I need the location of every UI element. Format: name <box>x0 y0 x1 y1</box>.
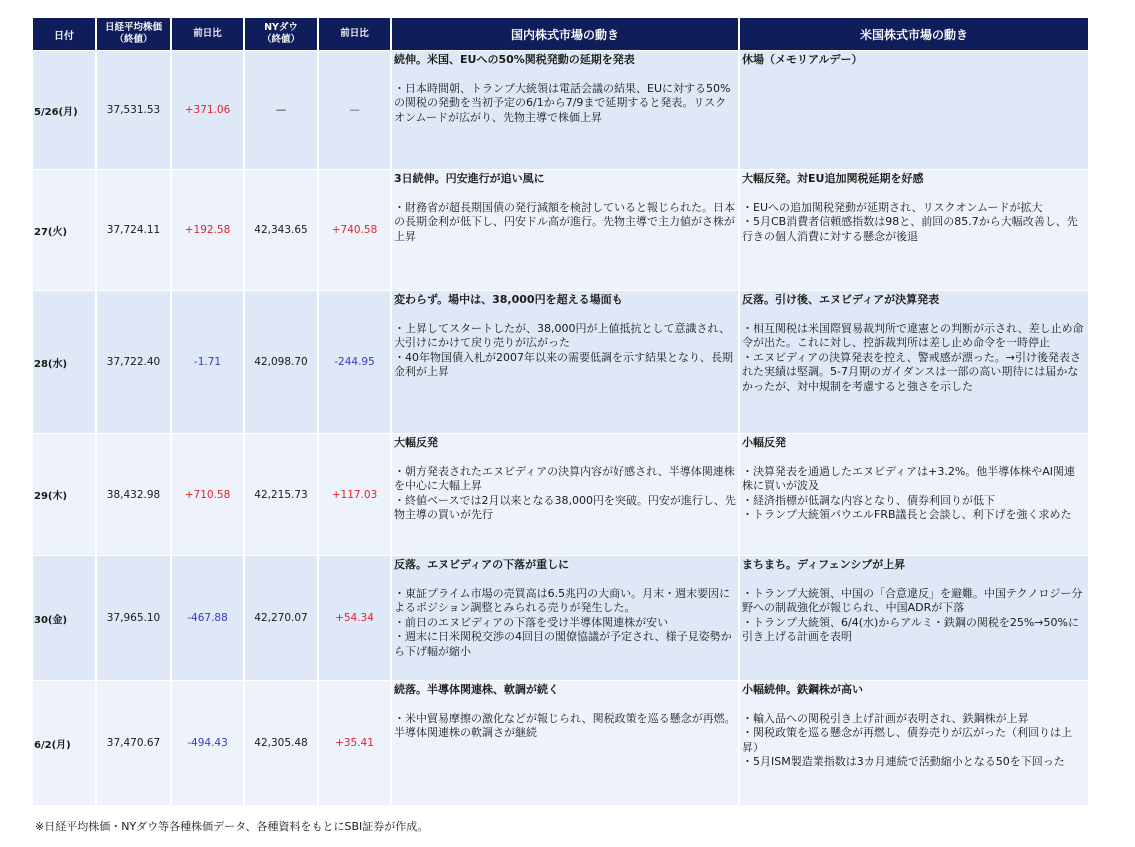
nikkei-change-cell: +710.58 <box>172 434 243 555</box>
us-bullet: ・トランプ大統領、中国の「合意違反」を避難。中国テクノロジー分野への制裁強化が報じられ、中国ADRが下落 <box>742 586 1083 614</box>
nikkei-close-cell: 37,724.11 <box>97 170 170 290</box>
nikkei-change-cell: +192.58 <box>172 170 243 290</box>
us-headline: 小幅反発 <box>742 436 786 449</box>
us-bullet: ・経済指標が低調な内容となり、債券利回りが低下 <box>742 493 995 507</box>
domestic-body <box>394 322 736 380</box>
header-dow-change: 前日比 <box>319 18 390 50</box>
us-commentary-cell <box>740 291 1088 433</box>
domestic-body <box>394 712 736 741</box>
header-nikkei-change: 前日比 <box>172 18 243 50</box>
domestic-bullet: ・東証プライム市場の売買高は6.5兆円の大商い。月末・週末要因によるポジション調整とみられる売りが発生した。 <box>394 586 731 614</box>
us-bullet: ・EUへの追加関税発動が延期され、リスクオンムードが拡大 <box>742 200 1043 214</box>
dow-change-cell: — <box>319 51 390 169</box>
us-bullet: ・5月ISM製造業指数は3カ月連続で活動縮小となる50を下回った <box>742 755 1065 768</box>
domestic-commentary-cell <box>392 291 738 433</box>
dow-change-cell: +35.41 <box>319 681 390 805</box>
table-row <box>33 556 1088 680</box>
domestic-commentary-cell <box>392 170 738 290</box>
us-bullet: ・トランプ大統領、6/4(水)からアルミ・鉄鋼の関税を25%→50%に引き上げる計画を表明 <box>742 615 1079 643</box>
domestic-headline: 変わらず。場中は、38,000円を超える場面も <box>394 293 623 306</box>
header-row <box>33 18 1088 50</box>
header-date: 日付 <box>33 18 95 50</box>
market-summary-table <box>31 17 1090 806</box>
header-dow-line1: NYダウ <box>264 22 298 33</box>
us-body <box>742 201 1086 245</box>
us-body <box>742 712 1086 770</box>
dow-change-cell: -244.95 <box>319 291 390 433</box>
dow-close-cell: 42,098.70 <box>245 291 317 433</box>
us-commentary-cell <box>740 681 1088 805</box>
us-body <box>742 587 1086 645</box>
domestic-bullet: ・上昇してスタートしたが、38,000円が上値抵抗として意識され、大引けにかけて戻り売りが広がった <box>394 321 731 349</box>
domestic-bullet: ・朝方発表されたエヌビディアの決算内容が好感され、半導体関連株を中心に大幅上昇 <box>394 464 735 492</box>
domestic-headline: 大幅反発 <box>394 436 438 449</box>
nikkei-change-cell: -1.71 <box>172 291 243 433</box>
domestic-body <box>394 587 736 660</box>
domestic-body <box>394 82 736 126</box>
header-nikkei-line2: （終値） <box>114 34 153 45</box>
us-commentary-cell <box>740 170 1088 290</box>
domestic-bullet: ・日本時間朝、トランプ大統領は電話会議の結果、EUに対する50%の関税の発動を当初予定の6/1から7/9まで延期すると発表。リスクオンムードが広がり、先物主導で株価上昇 <box>394 81 731 124</box>
nikkei-change-cell: -467.88 <box>172 556 243 680</box>
domestic-headline: 続伸。米国、EUへの50%関税発動の延期を発表 <box>394 53 635 66</box>
nikkei-close-cell: 37,470.67 <box>97 681 170 805</box>
domestic-body <box>394 201 736 245</box>
dow-change-cell: +740.58 <box>319 170 390 290</box>
header-nikkei-line1: 日経平均株価 <box>104 22 162 33</box>
nikkei-close-cell: 37,965.10 <box>97 556 170 680</box>
us-bullet: ・トランプ大統領パウエルFRB議長と会談し、利下げを強く求めた <box>742 508 1072 521</box>
us-commentary-cell <box>740 51 1088 169</box>
us-body <box>742 322 1086 395</box>
table-row <box>33 291 1088 433</box>
date-cell: 27(火) <box>33 170 95 290</box>
us-commentary-cell <box>740 556 1088 680</box>
nikkei-close-cell: 37,722.40 <box>97 291 170 433</box>
dow-close-cell: 42,270.07 <box>245 556 317 680</box>
domestic-bullet: ・終値ベースでは2月以来となる38,000円を突破。円安が進行し、先物主導の買いが先行 <box>394 493 736 521</box>
us-headline: 小幅続伸。鉄鋼株が高い <box>742 683 863 696</box>
date-cell: 5/26(月) <box>33 51 95 169</box>
dow-close-cell: 42,343.65 <box>245 170 317 290</box>
header-dow-line2: （終値） <box>261 34 300 45</box>
nikkei-change-cell: -494.43 <box>172 681 243 805</box>
date-cell: 6/2(月) <box>33 681 95 805</box>
us-bullet: ・5月CB消費者信頼感指数は98と、前回の85.7から大幅改善し、先行きの個人消費に対する懸念が後退 <box>742 215 1078 243</box>
table-body <box>33 51 1088 805</box>
domestic-commentary-cell <box>392 681 738 805</box>
table-row <box>33 434 1088 555</box>
header-us: 米国株式市場の動き <box>740 18 1088 50</box>
domestic-bullet: ・財務省が超長期国債の発行減額を検討していると報じられた。日本の長期金利が低下し、円安ドル高が進行。先物主導で主力値がさ株が上昇 <box>394 200 735 243</box>
dow-close-cell: 42,215.73 <box>245 434 317 555</box>
domestic-headline: 続落。半導体関連株、軟調が続く <box>394 683 559 696</box>
domestic-headline: 3日続伸。円安進行が追い風に <box>394 172 545 185</box>
us-body <box>742 465 1086 523</box>
us-headline: 反落。引け後、エヌビディアが決算発表 <box>742 293 940 306</box>
us-bullet: ・関税政策を巡る懸念が再燃し、債券売りが広がった（利回りは上昇） <box>742 726 1072 754</box>
table-row <box>33 170 1088 290</box>
date-cell: 28(水) <box>33 291 95 433</box>
domestic-body <box>394 465 736 523</box>
nikkei-close-cell: 38,432.98 <box>97 434 170 555</box>
dow-change-cell: +117.03 <box>319 434 390 555</box>
date-cell: 30(金) <box>33 556 95 680</box>
dow-close-cell: 42,305.48 <box>245 681 317 805</box>
dow-change-cell: +54.34 <box>319 556 390 680</box>
domestic-commentary-cell <box>392 434 738 555</box>
domestic-bullet: ・週末に日米関税交渉の4回目の閣僚協議が予定され、様子見姿勢から下げ幅が縮小 <box>394 630 732 658</box>
nikkei-change-cell: +371.06 <box>172 51 243 169</box>
header-domestic: 国内株式市場の動き <box>392 18 738 50</box>
header-dow <box>245 18 317 50</box>
domestic-headline: 反落。エヌビディアの下落が重しに <box>394 558 570 571</box>
nikkei-close-cell: 37,531.53 <box>97 51 170 169</box>
dow-close-cell: — <box>245 51 317 169</box>
us-headline: 大幅反発。対EU追加関税延期を好感 <box>742 172 924 185</box>
us-headline: 休場（メモリアルデー） <box>742 53 863 66</box>
us-bullet: ・相互関税は米国際貿易裁判所で違憲との判断が示され、差し止め命令が出た。これに対し、控訴裁判所は差し止め命令を一時停止 <box>742 321 1084 349</box>
footnote: ※日経平均株価・NYダウ等各種株価データ、各種資料をもとにSBI証券が作成。 <box>35 820 429 833</box>
header-nikkei <box>97 18 170 50</box>
domestic-bullet: ・40年物国債入札が2007年以来の需要低調を示す結果となり、長期金利が上昇 <box>394 350 733 378</box>
us-bullet: ・エヌビディアの決算発表を控え、警戒感が漂った。→引け後発表された実績は堅調。5-7月期のガイダンスは一部の高い期待には届かなかったが、対中規制を考慮すると強さを示した <box>742 350 1081 393</box>
us-headline: まちまち。ディフェンシブが上昇 <box>742 558 906 571</box>
domestic-bullet: ・前日のエヌビディアの下落を受け半導体関連株が安い <box>394 615 669 629</box>
us-commentary-cell <box>740 434 1088 555</box>
table-row <box>33 681 1088 805</box>
domestic-commentary-cell <box>392 556 738 680</box>
table-row <box>33 51 1088 169</box>
domestic-bullet: ・米中貿易摩擦の激化などが報じられ、関税政策を巡る懸念が再燃。半導体関連株の軟調さが継続 <box>394 711 736 739</box>
domestic-commentary-cell <box>392 51 738 169</box>
us-bullet: ・決算発表を通過したエヌビディアは+3.2%。他半導体株やAI関連株に買いが波及 <box>742 464 1076 492</box>
date-cell: 29(木) <box>33 434 95 555</box>
us-bullet: ・輸入品への関税引き上げ計画が表明され、鉄鋼株が上昇 <box>742 711 1029 725</box>
